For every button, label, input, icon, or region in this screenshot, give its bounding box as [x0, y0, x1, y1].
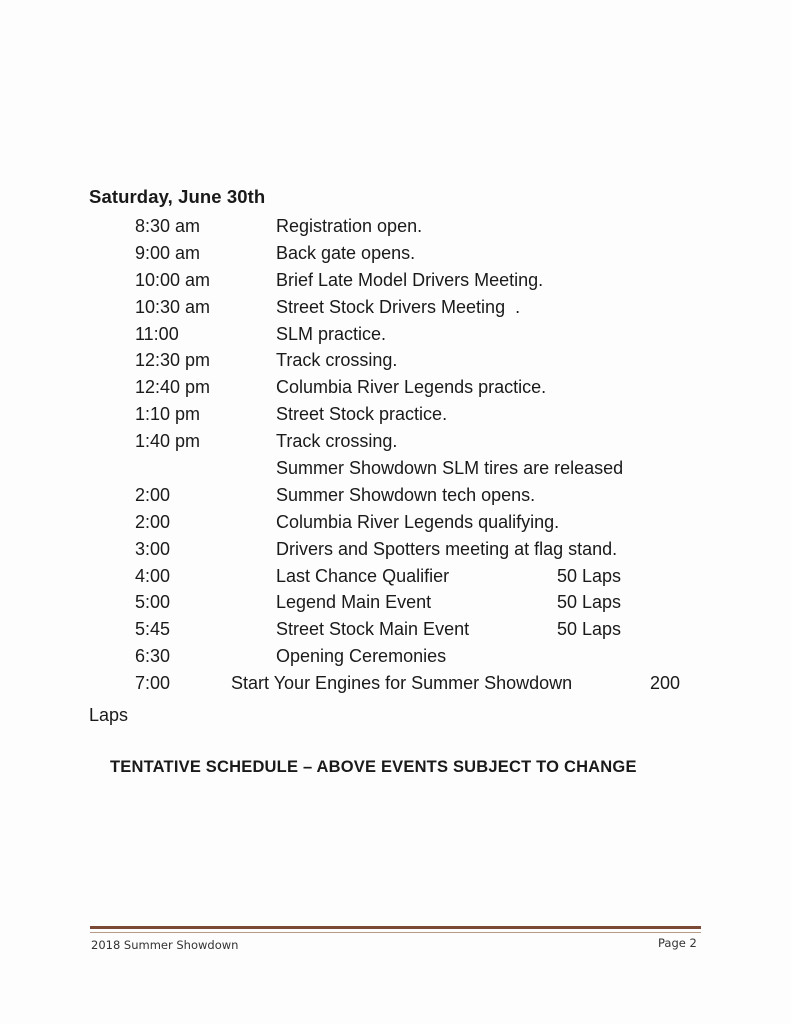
- schedule-row: [0, 240, 791, 267]
- row-desc: Street Stock Drivers Meeting .: [276, 296, 521, 317]
- row-time: 10:30 am: [135, 296, 211, 317]
- row-time: 8:30 am: [135, 216, 201, 236]
- row-laps: 50 Laps: [557, 565, 622, 586]
- schedule-row: [0, 589, 791, 616]
- row-time: 2:00: [135, 511, 171, 532]
- row-time: 1:10 pm: [135, 404, 201, 425]
- row-time: 12:30 pm: [135, 350, 211, 371]
- row-time: 5:45: [135, 619, 171, 640]
- footer-rule-thin: [90, 932, 701, 933]
- row-desc: Summer Showdown SLM tires are released: [276, 458, 624, 479]
- row-time: 12:40 pm: [135, 377, 211, 398]
- row-desc: Brief Late Model Drivers Meeting.: [276, 269, 544, 290]
- schedule-row: [0, 347, 791, 374]
- schedule-row: [0, 536, 791, 563]
- schedule-list: [0, 213, 791, 697]
- schedule-row: [0, 563, 791, 590]
- schedule-row: [0, 374, 791, 401]
- schedule-row: [0, 482, 791, 509]
- row-desc: Last Chance Qualifier: [276, 565, 450, 586]
- day-title: Saturday, June 30th: [89, 186, 266, 207]
- row-desc: Registration open.: [276, 216, 423, 236]
- schedule-row: [0, 509, 791, 536]
- row-time: 6:30: [135, 646, 171, 667]
- schedule-row: [0, 213, 791, 240]
- row-desc: Opening Ceremonies: [276, 646, 447, 667]
- schedule-row: [0, 267, 791, 294]
- schedule-row: [0, 294, 791, 321]
- row-time: 11:00: [135, 323, 179, 344]
- schedule-row-final: [0, 670, 791, 697]
- row-desc: Track crossing.: [276, 431, 398, 452]
- footer-rule: [90, 926, 701, 929]
- row-time: 4:00: [135, 565, 171, 586]
- row-time: 2:00: [135, 484, 171, 505]
- row-desc: Back gate opens.: [276, 242, 416, 263]
- row-desc: Columbia River Legends practice.: [276, 377, 547, 398]
- schedule-row: [0, 401, 791, 428]
- row-desc: SLM practice.: [276, 323, 387, 344]
- row-desc: Track crossing.: [276, 350, 398, 371]
- row-laps: 200: [650, 673, 681, 694]
- tentative-notice: TENTATIVE SCHEDULE – ABOVE EVENTS SUBJECT TO CHANGE: [110, 758, 637, 776]
- row-time: 5:00: [135, 592, 171, 613]
- wrapped-laps-text: Laps: [89, 705, 129, 725]
- schedule-row: [0, 428, 791, 455]
- row-time: 3:00: [135, 538, 171, 559]
- row-desc: Summer Showdown tech opens.: [276, 484, 536, 505]
- row-time: 10:00 am: [135, 269, 211, 290]
- schedule-row: [0, 643, 791, 670]
- schedule-row: [0, 321, 791, 348]
- row-time: 9:00 am: [135, 242, 201, 263]
- schedule-row: [0, 455, 791, 482]
- row-time: 1:40 pm: [135, 431, 201, 452]
- row-time: 7:00: [135, 673, 171, 694]
- row-desc: Start Your Engines for Summer Showdown: [231, 673, 573, 694]
- row-laps: 50 Laps: [557, 619, 622, 640]
- schedule-row: [0, 616, 791, 643]
- row-laps: 50 Laps: [557, 592, 622, 613]
- row-desc: Legend Main Event: [276, 592, 432, 613]
- row-desc: Street Stock Main Event: [276, 619, 470, 640]
- row-desc: Columbia River Legends qualifying.: [276, 511, 560, 532]
- page-number: Page 2: [658, 936, 697, 950]
- row-desc: Street Stock practice.: [276, 404, 448, 425]
- row-desc: Drivers and Spotters meeting at flag stand.: [276, 538, 618, 559]
- footer-title: 2018 Summer Showdown: [91, 938, 239, 952]
